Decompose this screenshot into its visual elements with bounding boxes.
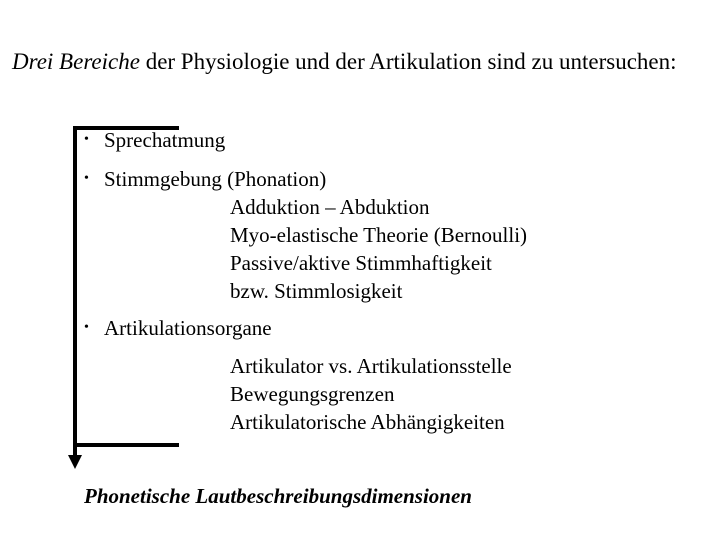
arrow-down-icon [68, 455, 82, 469]
bullet-icon: • [84, 132, 89, 148]
subitem: Artikulatorische Abhängigkeiten [230, 410, 505, 434]
subitem: Adduktion – Abduktion [230, 195, 430, 219]
subitem: Bewegungsgrenzen [230, 382, 395, 406]
bracket-vertical-line [73, 126, 77, 456]
bullet-label: Stimmgebung (Phonation) [104, 167, 327, 191]
intro-emphasis: Drei Bereiche [12, 49, 140, 74]
bullet-icon: • [84, 320, 89, 336]
bullet-icon: • [84, 171, 89, 187]
bullet-item-sprechatmung [84, 126, 225, 156]
bullet-item-artikulationsorgane [84, 314, 272, 344]
intro-text: der Physiologie und der Artikulation sind zu untersuchen: [139, 49, 677, 74]
subitem: bzw. Stimmlosigkeit [230, 279, 403, 303]
intro-paragraph [12, 46, 702, 77]
bullet-label: Artikulationsorgane [104, 316, 272, 340]
subitem: Passive/aktive Stimmhaftigkeit [230, 251, 492, 275]
bullet-label: Sprechatmung [104, 128, 226, 152]
bullet-item-stimmgebung [84, 165, 326, 195]
subitem: Myo-elastische Theorie (Bernoulli) [230, 223, 528, 247]
conclusion-text: Phonetische Lautbeschreibungsdimensionen [84, 484, 472, 508]
subitem: Artikulator vs. Artikulationsstelle [230, 354, 512, 378]
bracket-bottom-line [73, 443, 179, 447]
